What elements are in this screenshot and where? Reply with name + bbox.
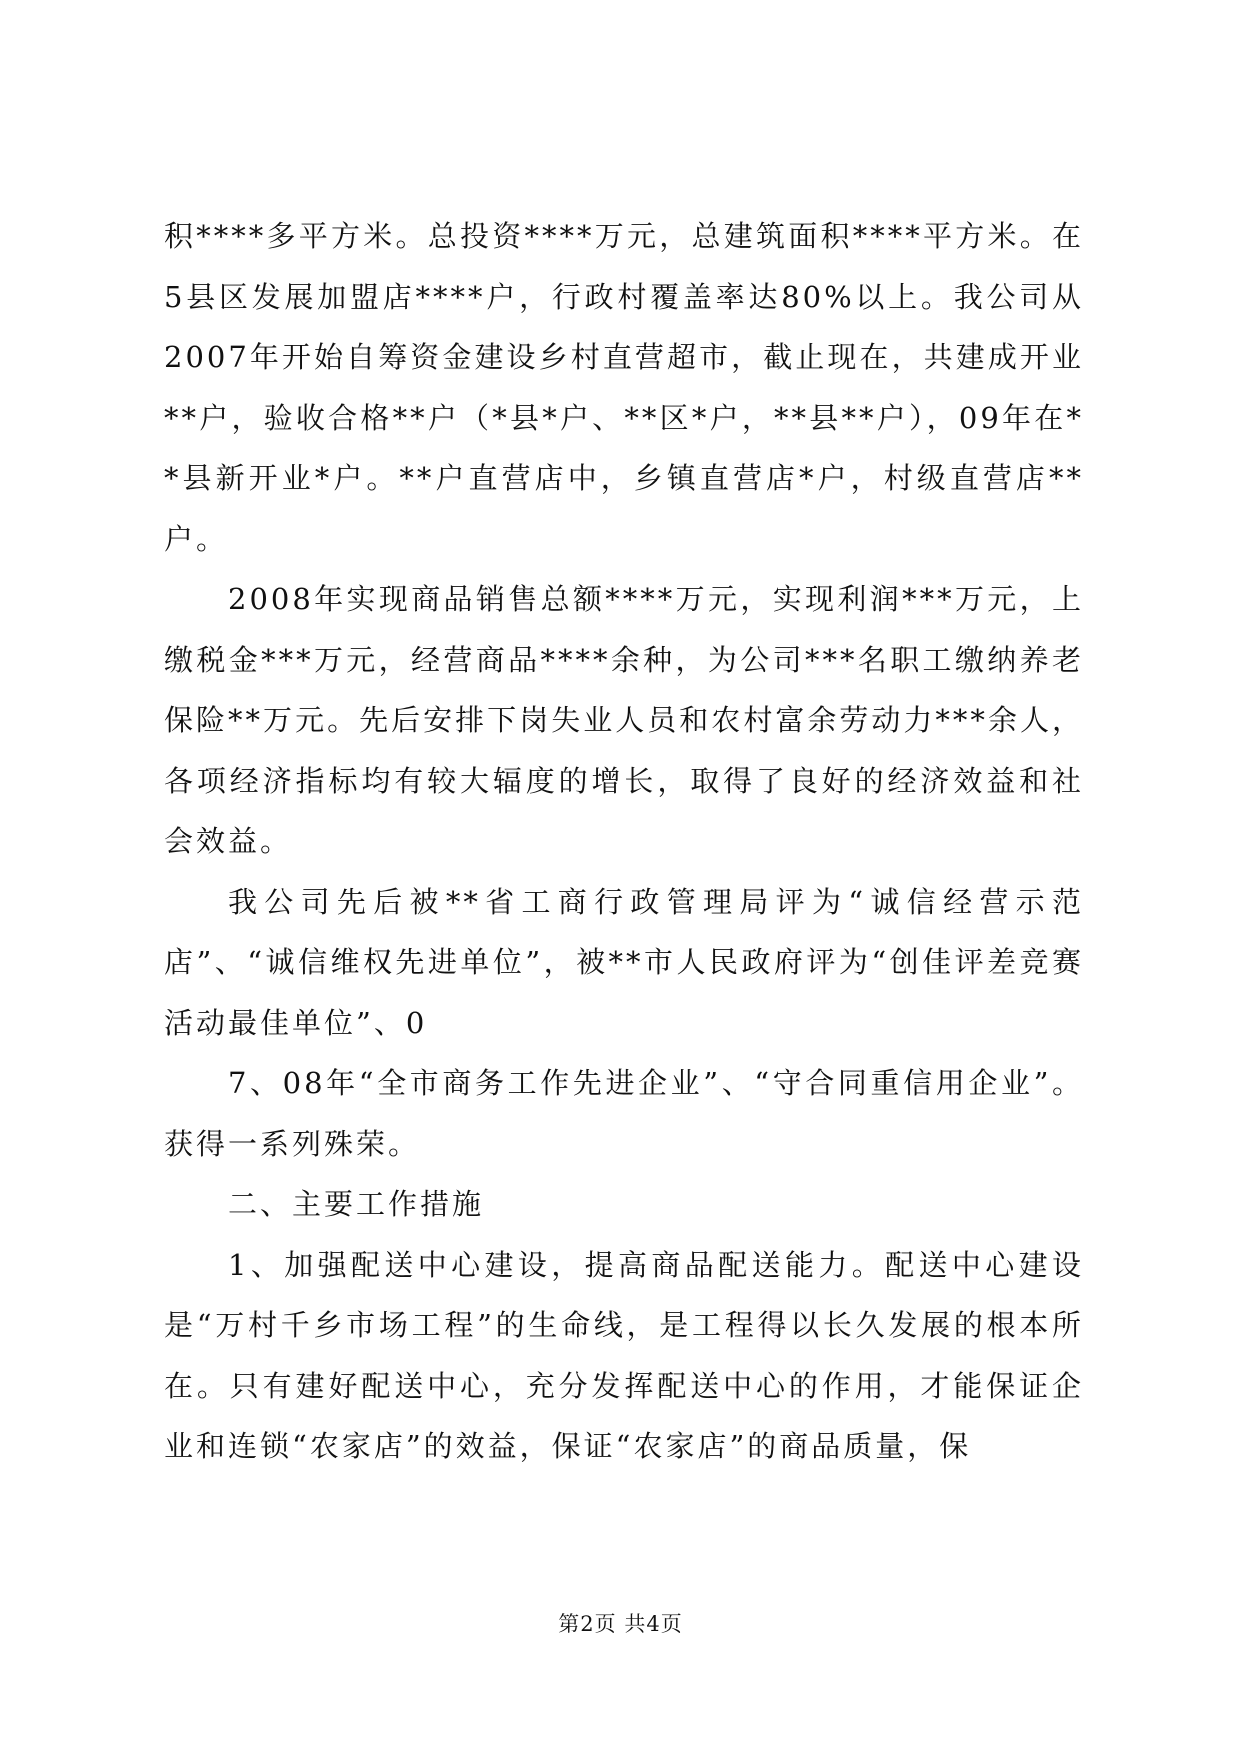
paragraph-sales-summary: 2008年实现商品销售总额****万元，实现利润***万元，上缴税金***万元，经营商品****余种，为公司***名职工缴纳养老保险**万元。先后安排下岗失业人员和农村富余劳动力***余人，各项经济指标均有较大辐度的增长，取得了良好的经济效益和社会效益。: [164, 582, 1084, 858]
page-number-footer: 第2页 共4页: [558, 1612, 683, 1636]
paragraph-honors: 我公司先后被**省工商行政管理局评为“诚信经营示范店”、“诚信维权先进单位”，被**市人民政府评为“创佳评差竞赛活动最佳单位”、0: [164, 884, 1084, 1040]
paragraph-honors-continued: 7、08年“全市商务工作先进企业”、“守合同重信用企业”。获得一系列殊荣。: [164, 1066, 1084, 1161]
document-body: [164, 206, 1084, 1477]
paragraph-continuation: 积****多平方米。总投资****万元，总建筑面积****平方米。在5县区发展加盟店****户，行政村覆盖率达80%以上。我公司从2007年开始自筹资金建设乡村直营超市，截止现在，共建成开业**户，验收合格**户（*县*户、**区*户，**县**户），09年在**县新开业*户。**户直营店中，乡镇直营店*户，村级直营店**户。: [164, 219, 1084, 556]
paragraph-distribution-center: 1、加强配送中心建设，提高商品配送能力。配送中心建设是“万村千乡市场工程”的生命线，是工程得以长久发展的根本所在。只有建好配送中心，充分发挥配送中心的作用，才能保证企业和连锁“农家店”的效益，保证“农家店”的商品质量，保: [164, 1247, 1084, 1463]
section-heading-main-measures: 二、主要工作措施: [228, 1187, 485, 1221]
